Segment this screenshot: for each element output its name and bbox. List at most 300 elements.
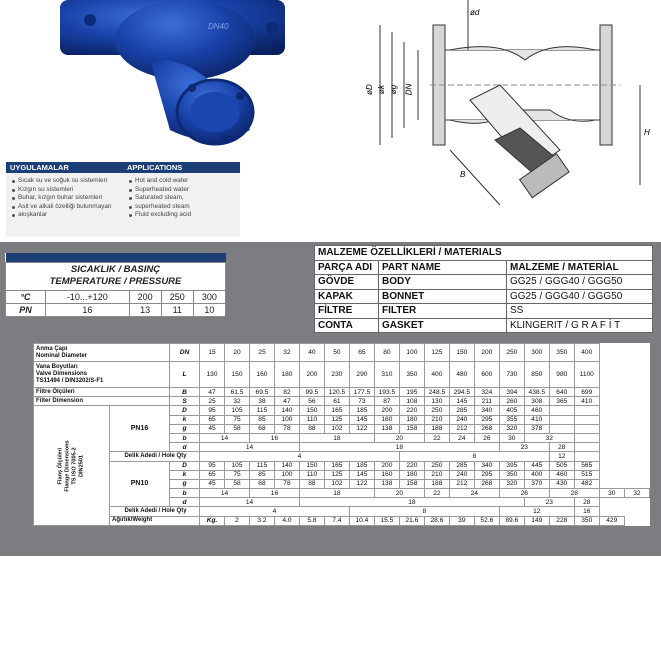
table-cell: 138 <box>374 424 399 433</box>
pn16-label: PN16 <box>110 406 170 452</box>
table-cell: 320 <box>499 479 524 488</box>
table-cell: 160 <box>249 362 274 388</box>
table-cell <box>574 452 599 461</box>
table-cell: 22 <box>424 489 449 498</box>
table-cell: CONTA <box>315 318 379 333</box>
table-row <box>34 344 650 362</box>
table-cell: 68 <box>249 479 274 488</box>
table-cell: 400 <box>574 344 599 362</box>
table-cell: 158 <box>399 479 424 488</box>
table-topbar <box>6 253 226 262</box>
sym-D: D <box>170 461 200 470</box>
table-cell: 200 <box>374 406 399 415</box>
table-cell: 105 <box>225 406 250 415</box>
table-cell: 18 <box>299 433 374 442</box>
table-cell: 20 <box>225 344 250 362</box>
dn-label-tr: Anma Çapı <box>36 345 68 352</box>
table-cell <box>574 406 599 415</box>
table-cell: 130 <box>200 362 225 388</box>
temp-value: 200 <box>129 290 161 303</box>
table-cell: 600 <box>474 362 499 388</box>
sym-b: b <box>170 489 200 498</box>
table-cell: 400 <box>524 470 549 479</box>
table-cell: 102 <box>324 479 349 488</box>
pn-unit: PN <box>6 303 46 316</box>
l-label-2: TS11494 / DIN3202/S-F1 <box>36 378 104 384</box>
table-cell: 32 <box>624 489 649 498</box>
table-cell: 250 <box>499 344 524 362</box>
table-cell: 75 <box>225 415 250 424</box>
table-row <box>34 388 650 397</box>
table-cell: 100 <box>274 470 299 479</box>
table-cell: 30 <box>599 489 624 498</box>
table-cell: 78 <box>274 424 299 433</box>
table-cell: 100 <box>274 415 299 424</box>
table-cell: 4 <box>200 507 350 516</box>
table-cell: 4.0 <box>274 516 299 525</box>
table-cell: 28.6 <box>424 516 449 525</box>
table-cell: 47 <box>200 388 225 397</box>
table-cell: 14 <box>200 489 250 498</box>
body-logo: DN40 <box>208 22 229 31</box>
table-cell: 100 <box>399 344 424 362</box>
table-cell: 5.8 <box>299 516 324 525</box>
table-cell: 45 <box>200 479 225 488</box>
table-cell: 180 <box>274 362 299 388</box>
label-d: ød <box>470 8 480 17</box>
table-cell: 195 <box>399 388 424 397</box>
filter-label-tr: Filtre Ölçüleri <box>34 388 170 397</box>
table-cell: 410 <box>524 415 549 424</box>
table-cell: 23 <box>499 443 549 452</box>
table-cell: 340 <box>474 461 499 470</box>
l-label-0: Vana Boyutları <box>36 364 78 370</box>
table-cell: 145 <box>349 415 374 424</box>
table-cell: 220 <box>399 461 424 470</box>
table-cell: 285 <box>449 461 474 470</box>
technical-drawing <box>300 0 661 215</box>
table-row <box>34 461 650 470</box>
table-cell: 365 <box>549 397 574 406</box>
table-cell: 200 <box>374 461 399 470</box>
table-cell: 730 <box>499 362 524 388</box>
materials-header-cell: PARÇA ADI <box>315 260 379 275</box>
table-row <box>34 507 650 516</box>
table-cell: 212 <box>449 479 474 488</box>
table-cell: 26 <box>499 489 549 498</box>
table-cell: 300 <box>524 344 549 362</box>
sym-D: D <box>170 406 200 415</box>
table-cell: 180 <box>399 470 424 479</box>
table-cell: 12 <box>499 507 574 516</box>
flange-label-3: DIN2501 <box>78 454 85 477</box>
table-cell: 355 <box>499 415 524 424</box>
applications-header-en: APPLICATIONS <box>127 163 183 172</box>
weight-label: Ağırlık/Weight <box>110 516 200 525</box>
table-cell: 30 <box>499 433 524 442</box>
sym-d: d <box>170 498 200 507</box>
table-cell: 145 <box>449 397 474 406</box>
table-cell <box>574 443 599 452</box>
table-cell: 125 <box>424 344 449 362</box>
hole-qty-label: Delik Adedi / Hole Qty <box>110 452 200 461</box>
table-cell: 165 <box>324 461 349 470</box>
sym-k: k <box>170 470 200 479</box>
table-cell: 8 <box>349 507 499 516</box>
table-cell: 15 <box>200 344 225 362</box>
list-item: Fluid excluding acid <box>129 211 240 220</box>
table-cell: KAPAK <box>315 289 379 304</box>
table-cell: 350 <box>399 362 424 388</box>
table-cell: 20 <box>374 489 424 498</box>
table-cell: 310 <box>374 362 399 388</box>
table-cell: 193.5 <box>374 388 399 397</box>
table-cell: 115 <box>249 406 274 415</box>
table-cell: 102 <box>324 424 349 433</box>
table-cell: 7.4 <box>324 516 349 525</box>
table-cell: 68 <box>249 424 274 433</box>
table-cell: 69.5 <box>249 388 274 397</box>
table-cell: 80 <box>374 344 399 362</box>
table-cell: 122 <box>349 424 374 433</box>
temperature-title <box>6 262 226 290</box>
sym-g: g <box>170 479 200 488</box>
table-cell: 394 <box>499 388 524 397</box>
table-cell: 120.5 <box>324 388 349 397</box>
table-cell: 52.6 <box>474 516 499 525</box>
table-cell: 20 <box>374 433 424 442</box>
l-symbol: L <box>170 362 200 388</box>
table-cell: 39 <box>449 516 474 525</box>
table-cell: 32 <box>225 397 250 406</box>
temp-value: 300 <box>193 290 225 303</box>
table-cell: 150 <box>449 344 474 362</box>
table-cell: 640 <box>549 388 574 397</box>
table-cell: 108 <box>399 397 424 406</box>
flange-label <box>34 406 110 525</box>
table-cell: 445 <box>524 461 549 470</box>
table-cell: 115 <box>249 461 274 470</box>
materials-title: MALZEME ÖZELLİKLERİ / MATERIALS <box>315 246 653 261</box>
temp-value: -10...+120 <box>46 290 130 303</box>
table-cell: 340 <box>474 406 499 415</box>
table-cell: 185 <box>349 406 374 415</box>
table-cell: 482 <box>574 479 599 488</box>
table-cell: 24 <box>449 489 499 498</box>
table-cell: 18 <box>299 489 374 498</box>
b-symbol: B <box>170 388 200 397</box>
table-cell: 395 <box>499 461 524 470</box>
filter-label-en: Filter Dimension <box>34 397 170 406</box>
table-row <box>34 516 650 525</box>
table-cell: 268 <box>474 479 499 488</box>
flange-label-1: Flange Dimensions <box>64 439 71 492</box>
table-cell: 188 <box>424 424 449 433</box>
table-cell: 350 <box>549 344 574 362</box>
table-cell: SS <box>507 304 653 319</box>
table-cell: 250 <box>424 461 449 470</box>
table-row <box>34 397 650 406</box>
table-cell: 47 <box>274 397 299 406</box>
table-cell: 285 <box>449 406 474 415</box>
table-cell: 125 <box>324 415 349 424</box>
list-item: Saturated steam, <box>129 194 240 203</box>
table-cell: 228 <box>549 516 574 525</box>
table-cell: 150 <box>299 406 324 415</box>
applications-list-en <box>123 177 240 220</box>
label-h: H <box>644 128 650 137</box>
table-cell: 65 <box>349 344 374 362</box>
list-item: Hot and cold water <box>129 177 240 186</box>
applications-box <box>6 162 240 237</box>
table-cell: 565 <box>574 461 599 470</box>
table-cell: FİLTRE <box>315 304 379 319</box>
table-cell: 188 <box>424 479 449 488</box>
table-cell: 50 <box>324 344 349 362</box>
table-cell: 295 <box>474 415 499 424</box>
sym-g: g <box>170 424 200 433</box>
table-cell: 16 <box>249 489 299 498</box>
table-cell: GÖVDE <box>315 275 379 290</box>
table-cell: 180 <box>399 415 424 424</box>
applications-header-tr: UYGULAMALAR <box>10 163 69 172</box>
table-cell <box>574 433 599 442</box>
pn-value: 13 <box>129 303 161 316</box>
table-cell: 250 <box>424 406 449 415</box>
dn-symbol: DN <box>170 344 200 362</box>
table-cell: 65 <box>200 470 225 479</box>
table-cell: 28 <box>549 489 599 498</box>
table-cell: KLINGERIT / G R A F İ T <box>507 318 653 333</box>
table-cell: 14 <box>200 498 300 507</box>
s-symbol: S <box>170 397 200 406</box>
table-cell: 14 <box>200 433 250 442</box>
table-cell: 350 <box>499 470 524 479</box>
table-cell: 248.5 <box>424 388 449 397</box>
pn-value: 11 <box>161 303 193 316</box>
table-cell: 3.2 <box>249 516 274 525</box>
table-cell: 149 <box>524 516 549 525</box>
table-cell: 294.5 <box>449 388 474 397</box>
table-cell: 240 <box>449 415 474 424</box>
dn-label-en: Nominal Diameter <box>36 352 88 359</box>
table-cell: 61 <box>324 397 349 406</box>
table-cell: 25 <box>249 344 274 362</box>
table-cell: 165 <box>324 406 349 415</box>
temperature-pressure-table <box>5 253 226 317</box>
weight-symbol: Kg. <box>200 516 225 525</box>
list-item: akışkanlar <box>12 211 123 220</box>
table-cell: 78 <box>274 479 299 488</box>
pn-value: 16 <box>46 303 130 316</box>
table-cell: BODY <box>379 275 507 290</box>
dimensions-table <box>33 343 650 526</box>
table-cell: GG25 / GGG40 / GGG50 <box>507 275 653 290</box>
applications-list-tr <box>6 177 123 220</box>
list-item: Kızgın su sistemleri <box>12 186 123 195</box>
table-cell: 430 <box>549 479 574 488</box>
table-cell: 438.5 <box>524 388 549 397</box>
table-cell: 38 <box>249 397 274 406</box>
table-cell: 515 <box>574 470 599 479</box>
label-g: øg <box>389 84 399 95</box>
table-cell: 45 <box>200 424 225 433</box>
table-cell: GG25 / GGG40 / GGG50 <box>507 289 653 304</box>
label-b: B <box>460 170 466 179</box>
label-k: øk <box>376 85 386 94</box>
table-cell: GASKET <box>379 318 507 333</box>
table-cell: BONNET <box>379 289 507 304</box>
table-cell: 130 <box>424 397 449 406</box>
table-cell: 160 <box>374 415 399 424</box>
table-cell: 1100 <box>574 362 599 388</box>
table-cell: 140 <box>274 406 299 415</box>
table-cell: 26 <box>474 433 499 442</box>
temp-unit: °C <box>6 290 46 303</box>
table-cell: 158 <box>399 424 424 433</box>
table-cell: 400 <box>424 362 449 388</box>
table-cell: 28 <box>549 443 574 452</box>
table-cell: 699 <box>574 388 599 397</box>
pn10-label: PN10 <box>110 461 170 507</box>
table-cell: 16 <box>574 507 599 516</box>
table-cell: 320 <box>499 424 524 433</box>
table-row <box>34 406 650 415</box>
hole-qty-label: Delik Adedi / Hole Qty <box>110 507 200 516</box>
pn-value: 10 <box>193 303 225 316</box>
table-cell: 140 <box>274 461 299 470</box>
table-cell: 378 <box>524 424 549 433</box>
table-cell: FILTER <box>379 304 507 319</box>
table-cell: 21.6 <box>399 516 424 525</box>
table-cell: 12 <box>549 452 574 461</box>
table-cell: 185 <box>349 461 374 470</box>
table-cell: 8 <box>399 452 549 461</box>
table-cell: 40 <box>299 344 324 362</box>
table-cell: 350 <box>574 516 599 525</box>
table-cell: 88 <box>299 479 324 488</box>
table-cell: 65 <box>200 415 225 424</box>
valve-dimensions-label <box>34 362 170 388</box>
table-cell: 110 <box>299 415 324 424</box>
table-cell: 308 <box>524 397 549 406</box>
table-cell: 110 <box>299 470 324 479</box>
table-cell: 122 <box>349 479 374 488</box>
table-cell: 150 <box>299 461 324 470</box>
table-cell: 24 <box>449 433 474 442</box>
table-cell: 177.5 <box>349 388 374 397</box>
table-cell <box>574 415 599 424</box>
table-cell: 18 <box>299 443 499 452</box>
table-cell: 240 <box>449 470 474 479</box>
table-cell: 210 <box>424 470 449 479</box>
label-D: øD <box>364 84 374 95</box>
table-cell: 82 <box>274 388 299 397</box>
table-cell: 210 <box>424 415 449 424</box>
product-photo <box>40 0 300 152</box>
table-cell: 405 <box>499 406 524 415</box>
table-cell: 429 <box>599 516 624 525</box>
table-cell: 480 <box>449 362 474 388</box>
table-cell: 75 <box>225 470 250 479</box>
table-cell: 125 <box>324 470 349 479</box>
table-cell: 460 <box>549 470 574 479</box>
table-cell: 95 <box>200 406 225 415</box>
table-cell: 200 <box>299 362 324 388</box>
table-cell: 15.5 <box>374 516 399 525</box>
table-cell: 28 <box>574 498 599 507</box>
table-cell <box>549 406 574 415</box>
table-row <box>34 362 650 388</box>
sym-b: b <box>170 433 200 442</box>
table-cell: 105 <box>225 461 250 470</box>
table-cell: 370 <box>524 479 549 488</box>
table-cell: 850 <box>524 362 549 388</box>
table-cell: 32 <box>524 433 574 442</box>
table-cell: 290 <box>349 362 374 388</box>
table-cell: 160 <box>374 470 399 479</box>
table-cell: 10.4 <box>349 516 374 525</box>
table-cell: 138 <box>374 479 399 488</box>
table-cell: 25 <box>200 397 225 406</box>
materials-header-cell: PART NAME <box>379 260 507 275</box>
table-cell: 150 <box>225 362 250 388</box>
table-cell: 58 <box>225 424 250 433</box>
table-cell <box>574 424 599 433</box>
list-item: superheated steam <box>129 203 240 212</box>
table-cell: 324 <box>474 388 499 397</box>
table-cell: 56 <box>299 397 324 406</box>
flange-label-0: Flanş Ölçüleri <box>57 447 64 485</box>
table-cell <box>549 424 574 433</box>
table-cell: 211 <box>474 397 499 406</box>
table-cell: 85 <box>249 470 274 479</box>
table-cell: 200 <box>474 344 499 362</box>
temperature-title-en: TEMPERATURE / PRESSURE <box>49 276 182 287</box>
list-item: Asit ve alkali özelliği bulunmayan <box>12 203 123 212</box>
table-cell: 4 <box>200 452 400 461</box>
table-cell: 99.5 <box>299 388 324 397</box>
flange-label-2: TS ISO 7005-2 <box>71 446 78 485</box>
table-cell: 460 <box>524 406 549 415</box>
table-row <box>34 452 650 461</box>
sym-d: d <box>170 443 200 452</box>
table-cell: 2 <box>225 516 250 525</box>
dn-label <box>34 344 170 362</box>
temperature-title-tr: SICAKLIK / BASINÇ <box>70 264 161 275</box>
table-cell: 89.6 <box>499 516 524 525</box>
table-cell: 260 <box>499 397 524 406</box>
table-cell: 73 <box>349 397 374 406</box>
table-cell <box>549 415 574 424</box>
label-dn: DN <box>404 83 414 96</box>
table-cell: 22 <box>424 433 449 442</box>
materials-table <box>314 245 653 333</box>
table-cell: 85 <box>249 415 274 424</box>
list-item: Sıcak su ve soğuk su sistemleri <box>12 177 123 186</box>
list-item: Buhar, kızgın buhar sistemleri <box>12 194 123 203</box>
table-cell: 230 <box>324 362 349 388</box>
table-cell: 410 <box>574 397 599 406</box>
l-label-1: Valve Dimensions <box>36 371 88 377</box>
table-cell: 88 <box>299 424 324 433</box>
table-cell: 95 <box>200 461 225 470</box>
table-cell: 14 <box>200 443 300 452</box>
table-cell: 58 <box>225 479 250 488</box>
table-cell: 32 <box>274 344 299 362</box>
temp-value: 250 <box>161 290 193 303</box>
sym-k: k <box>170 415 200 424</box>
